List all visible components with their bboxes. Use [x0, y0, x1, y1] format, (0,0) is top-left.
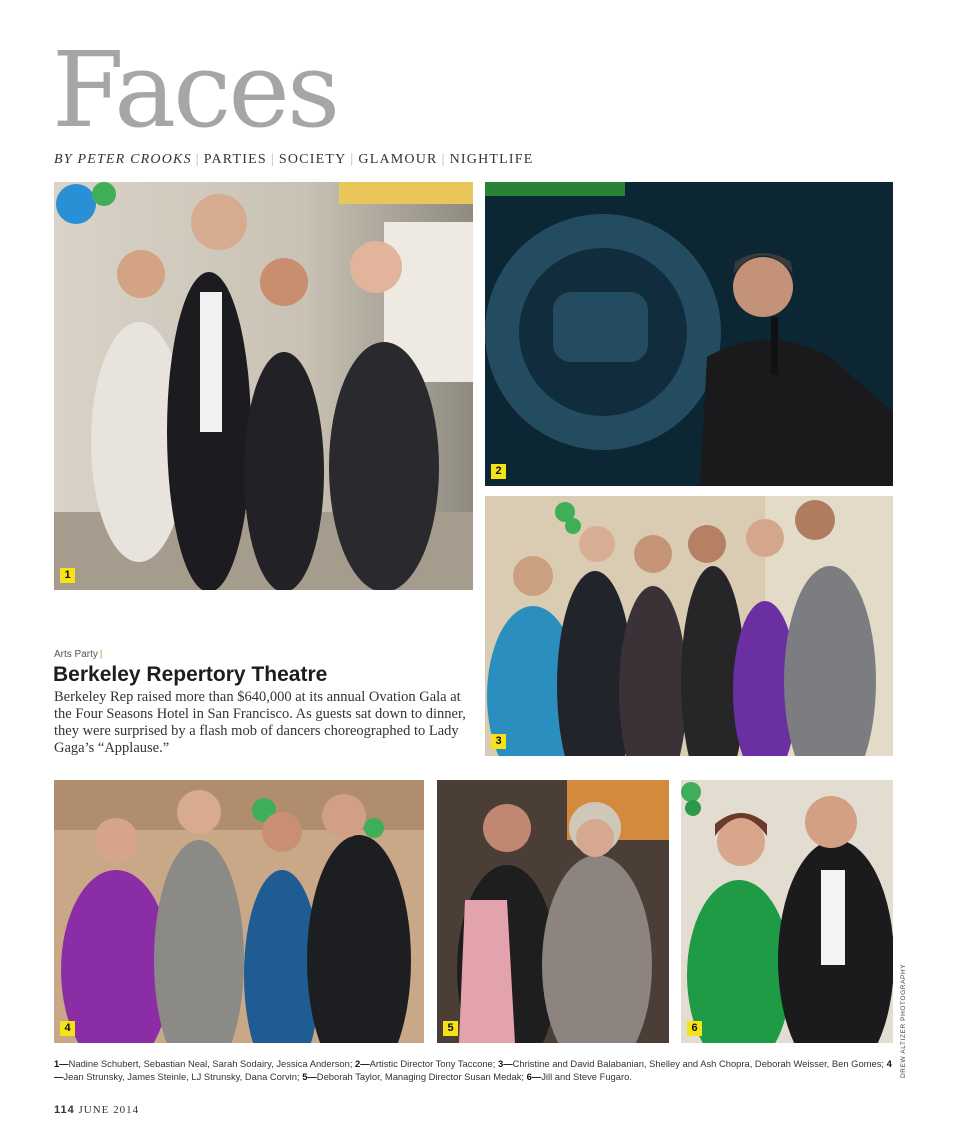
caption-text: Nadine Schubert, Sebastian Neal, Sarah Sodairy, Jessica Anderson; — [68, 1058, 356, 1069]
section-parties: PARTIES — [203, 152, 267, 167]
photo-2 — [485, 182, 893, 486]
page-title: Faces — [52, 29, 338, 151]
caption-text: Jean Strunsky, James Steinle, LJ Strunsky, Dana Corvin; — [63, 1071, 303, 1082]
photo-number-badge: 2 — [491, 464, 506, 479]
photo-number-badge: 1 — [60, 568, 75, 583]
caption-number: 5— — [302, 1071, 317, 1082]
page-folio — [54, 1104, 139, 1116]
photo-credit — [900, 963, 912, 1090]
story-headline: Berkeley Repertory Theatre — [53, 663, 328, 686]
section-society: SOCIETY — [278, 152, 347, 167]
caption-number: 1— — [54, 1058, 69, 1069]
section-nightlife: NIGHTLIFE — [449, 152, 534, 167]
photo-credit-text: DREW ALTIZER PHOTOGRAPHY — [900, 963, 907, 1078]
photo-1 — [54, 182, 473, 590]
byline: BY PETER CROOKS | PARTIES | SOCIETY | GLAMOUR | NIGHTLIFE — [54, 152, 534, 167]
caption-number: 4— — [54, 1058, 892, 1082]
photo-4 — [54, 780, 424, 1043]
issue-date: JUNE 2014 — [78, 1104, 140, 1116]
photo-captions — [54, 1057, 896, 1083]
section-glamour: GLAMOUR — [358, 152, 438, 167]
story-body: Berkeley Rep raised more than $640,000 at its annual Ovation Gala at the Four Seasons Hotel in San Francisco. As guests sat down to dinner, they were surprised by a flash mob of dancers choreographed to Lady Gaga’s “Applause.” — [54, 689, 466, 756]
caption-number: 3— — [498, 1058, 513, 1069]
photo-number-badge: 6 — [687, 1021, 702, 1036]
photo-6 — [681, 780, 893, 1043]
caption-text: Artistic Director Tony Taccone; — [369, 1058, 498, 1069]
caption-number: 2— — [355, 1058, 370, 1069]
kicker-label: Arts Party — [54, 649, 98, 660]
photo-5 — [437, 780, 669, 1043]
caption-text: Deborah Taylor, Managing Director Susan Medak; — [316, 1071, 527, 1082]
caption-text: Christine and David Balabanian, Shelley and Ash Chopra, Deborah Weisser, Ben Gomes; — [512, 1058, 887, 1069]
photo-number-badge: 4 — [60, 1021, 75, 1036]
photo-number-badge: 3 — [491, 734, 506, 749]
page-number: 114 — [54, 1104, 75, 1116]
caption-number: 6— — [526, 1071, 542, 1082]
photo-number-badge: 5 — [443, 1021, 458, 1036]
caption-text: Jill and Steve Fugaro. — [541, 1071, 632, 1082]
photo-3 — [485, 496, 893, 756]
byline-author: BY PETER CROOKS — [54, 152, 192, 167]
story-kicker: Arts Party | — [54, 649, 103, 660]
